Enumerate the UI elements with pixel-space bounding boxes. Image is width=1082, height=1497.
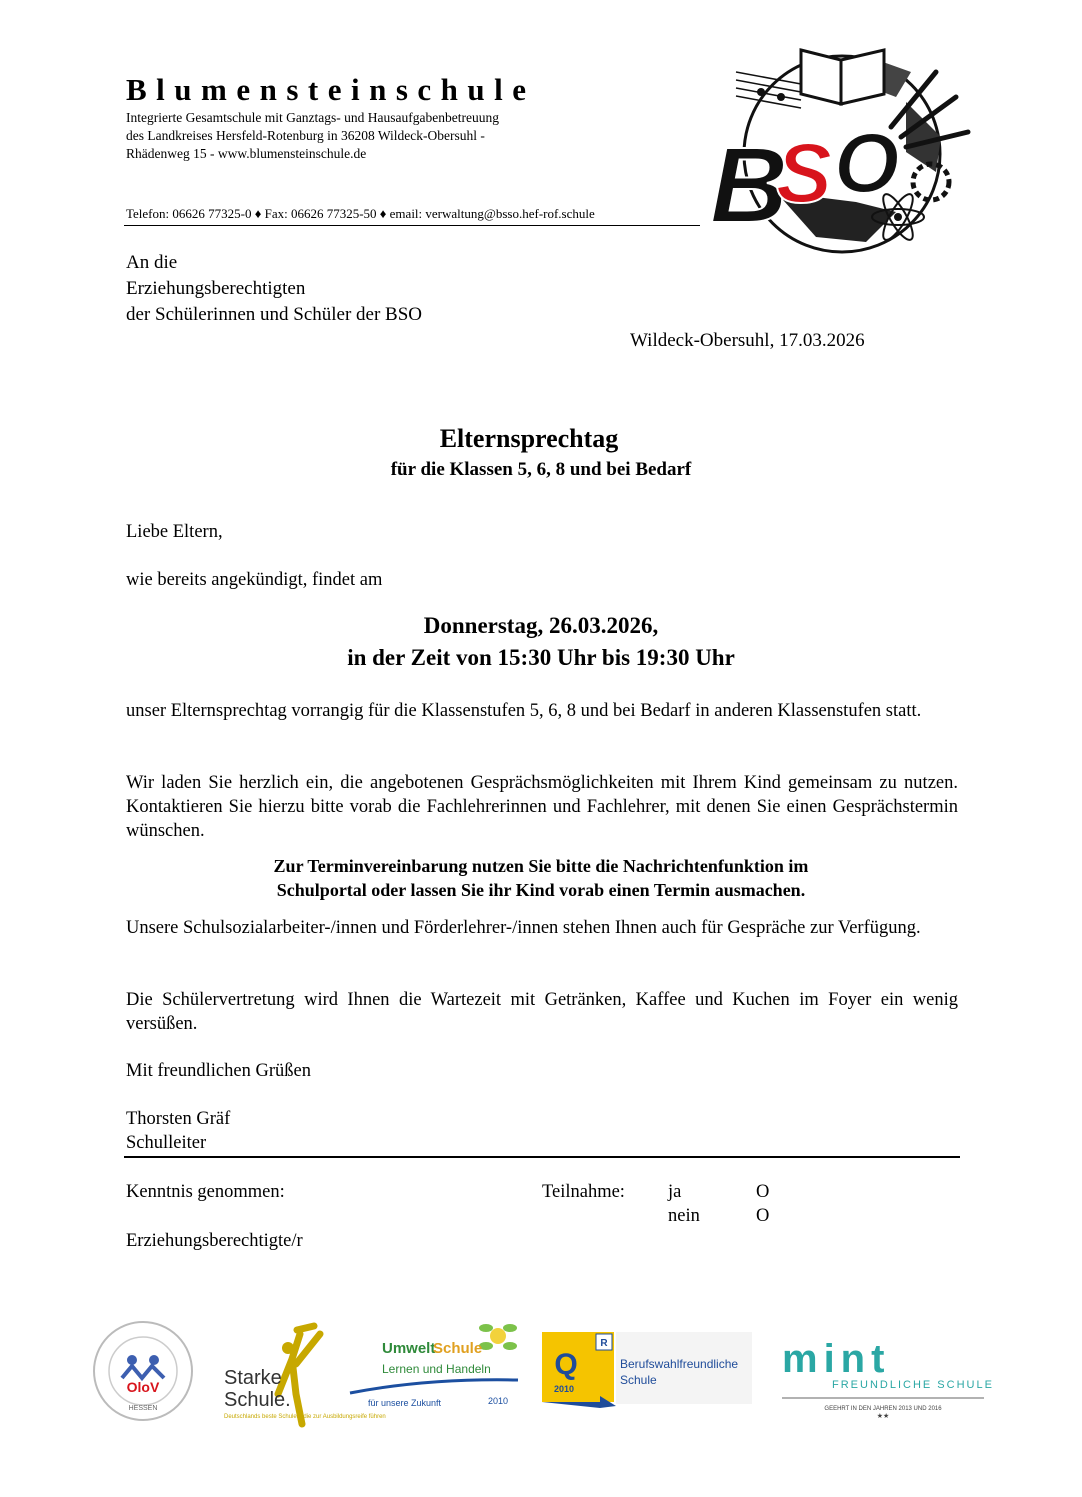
option-yes-label: ja xyxy=(668,1182,682,1202)
address-line-3: der Schülerinnen und Schüler der BSO xyxy=(126,304,423,325)
q-letter: Q xyxy=(554,1348,578,1381)
school-description-line-3: Rhädenweg 15 - www.blumensteinschule.de xyxy=(126,146,367,161)
signatory-name: Thorsten Gräf xyxy=(126,1109,231,1129)
mint-schule-logo xyxy=(780,1336,994,1420)
option-yes-checkbox[interactable]: O xyxy=(756,1182,770,1202)
option-no-label: nein xyxy=(668,1206,700,1226)
letter-subtitle: für die Klassen 5, 6, 8 und bei Bedarf xyxy=(390,459,692,480)
appointment-note-line-1: Zur Terminvereinbarung nutzen Sie bitte die Nachrichtenfunktion im xyxy=(273,856,809,876)
olov-seal-logo xyxy=(92,1320,194,1422)
berufswahl-q-logo xyxy=(540,1330,754,1408)
closing-greeting: Mit freundlichen Grüßen xyxy=(126,1061,311,1081)
intro-text: wie bereits angekündigt, findet am xyxy=(126,570,383,590)
paragraph-classes: unser Elternsprechtag vorrangig für die Klassenstufen 5, 6, 8 und bei Bedarf in anderen Klassenstufen statt. xyxy=(126,701,922,721)
contact-line: Telefon: 06626 77325-0 ♦ Fax: 06626 77325-50 ♦ email: verwaltung@bsso.hef-rof.schule xyxy=(126,206,595,221)
umwelt-future: für unsere Zukunft xyxy=(368,1398,442,1408)
paragraph-refreshments: Die Schülervertretung wird Ihnen die Wartezeit mit Getränken, Kaffee und Kuchen im Foyer ein wenig versüßen. xyxy=(126,990,958,1034)
participation-label: Teilnahme: xyxy=(542,1182,625,1202)
umwelt-text: Umwelt xyxy=(382,1340,436,1357)
q-year: 2010 xyxy=(553,1384,575,1394)
logo-letter-o: O xyxy=(834,116,900,210)
starke-tagline: Deutschlands beste Schulen, die zur Ausbildungsreife führen xyxy=(224,1414,386,1420)
reply-divider xyxy=(124,1156,960,1158)
acknowledged-label: Kenntnis genommen: xyxy=(126,1182,285,1202)
address-line-1: An die xyxy=(126,252,178,273)
guardian-signature-label: Erziehungsberechtigte/r xyxy=(126,1231,303,1251)
school-description-line-1: Integrierte Gesamtschule mit Ganztags- und Hausaufgabenbetreuung xyxy=(126,110,499,125)
paragraph-social-workers: Unsere Schulsozialarbeiter-/innen und Förderlehrer-/innen stehen Ihnen auch für Gespräche zur Verfügung. xyxy=(126,918,921,938)
q-text-line-1: Berufswahlfreundliche xyxy=(620,1357,739,1371)
logo-letter-b: B xyxy=(710,124,788,245)
school-description-line-2: des Landkreises Hersfeld-Rotenburg in 36208 Wildeck-Obersuhl - xyxy=(126,128,485,143)
starke-schule-logo xyxy=(222,1324,386,1428)
logo-letter-s: S xyxy=(776,126,833,220)
mint-subtitle: FREUNDLICHE SCHULE xyxy=(832,1379,994,1391)
mint-text: mint xyxy=(782,1337,891,1381)
option-no-checkbox[interactable]: O xyxy=(756,1206,770,1226)
olov-text: OloV xyxy=(126,1379,160,1395)
school-logo xyxy=(706,42,972,252)
address-line-2: Erziehungsberechtigten xyxy=(126,278,306,299)
olov-bottom-text: HESSEN xyxy=(128,1405,158,1412)
svg-text:R: R xyxy=(600,1338,608,1349)
salutation: Liebe Eltern, xyxy=(126,522,223,542)
event-time: in der Zeit von 15:30 Uhr bis 19:30 Uhr xyxy=(347,645,735,670)
letter-title: Elternsprechtag xyxy=(439,424,619,453)
mint-awarded: GEEHRT IN DEN JAHREN 2013 UND 2016 xyxy=(824,1406,942,1412)
header-divider xyxy=(124,225,700,226)
paragraph-invitation: Wir laden Sie herzlich ein, die angebotenen Gesprächsmöglichkeiten mit Ihrem Kind gemeinsam zu nutzen. Kontaktieren Sie hierzu bitte vorab die Fachlehrerinnen und Fachlehrer, mit denen Sie einen Gesprächstermin wünschen. xyxy=(126,773,958,841)
event-date: Donnerstag, 26.03.2026, xyxy=(423,613,659,638)
school-name: Blumensteinschule xyxy=(126,72,536,107)
starke-text-1: Starke xyxy=(224,1367,282,1389)
umwelt-slogan: Lernen und Handeln xyxy=(382,1362,491,1376)
signatory-role: Schulleiter xyxy=(126,1133,207,1153)
svg-text:★★: ★★ xyxy=(876,1412,890,1420)
umweltschule-logo xyxy=(348,1318,524,1410)
umwelt-year: 2010 xyxy=(488,1396,509,1406)
umwelt-schule-text: Schule xyxy=(433,1340,483,1357)
place-date: Wildeck-Obersuhl, 17.03.2026 xyxy=(630,330,865,351)
q-text-line-2: Schule xyxy=(620,1373,657,1387)
starke-text-2: Schule. xyxy=(224,1389,291,1411)
appointment-note-line-2: Schulportal oder lassen Sie ihr Kind vorab einen Termin ausmachen. xyxy=(276,880,806,900)
